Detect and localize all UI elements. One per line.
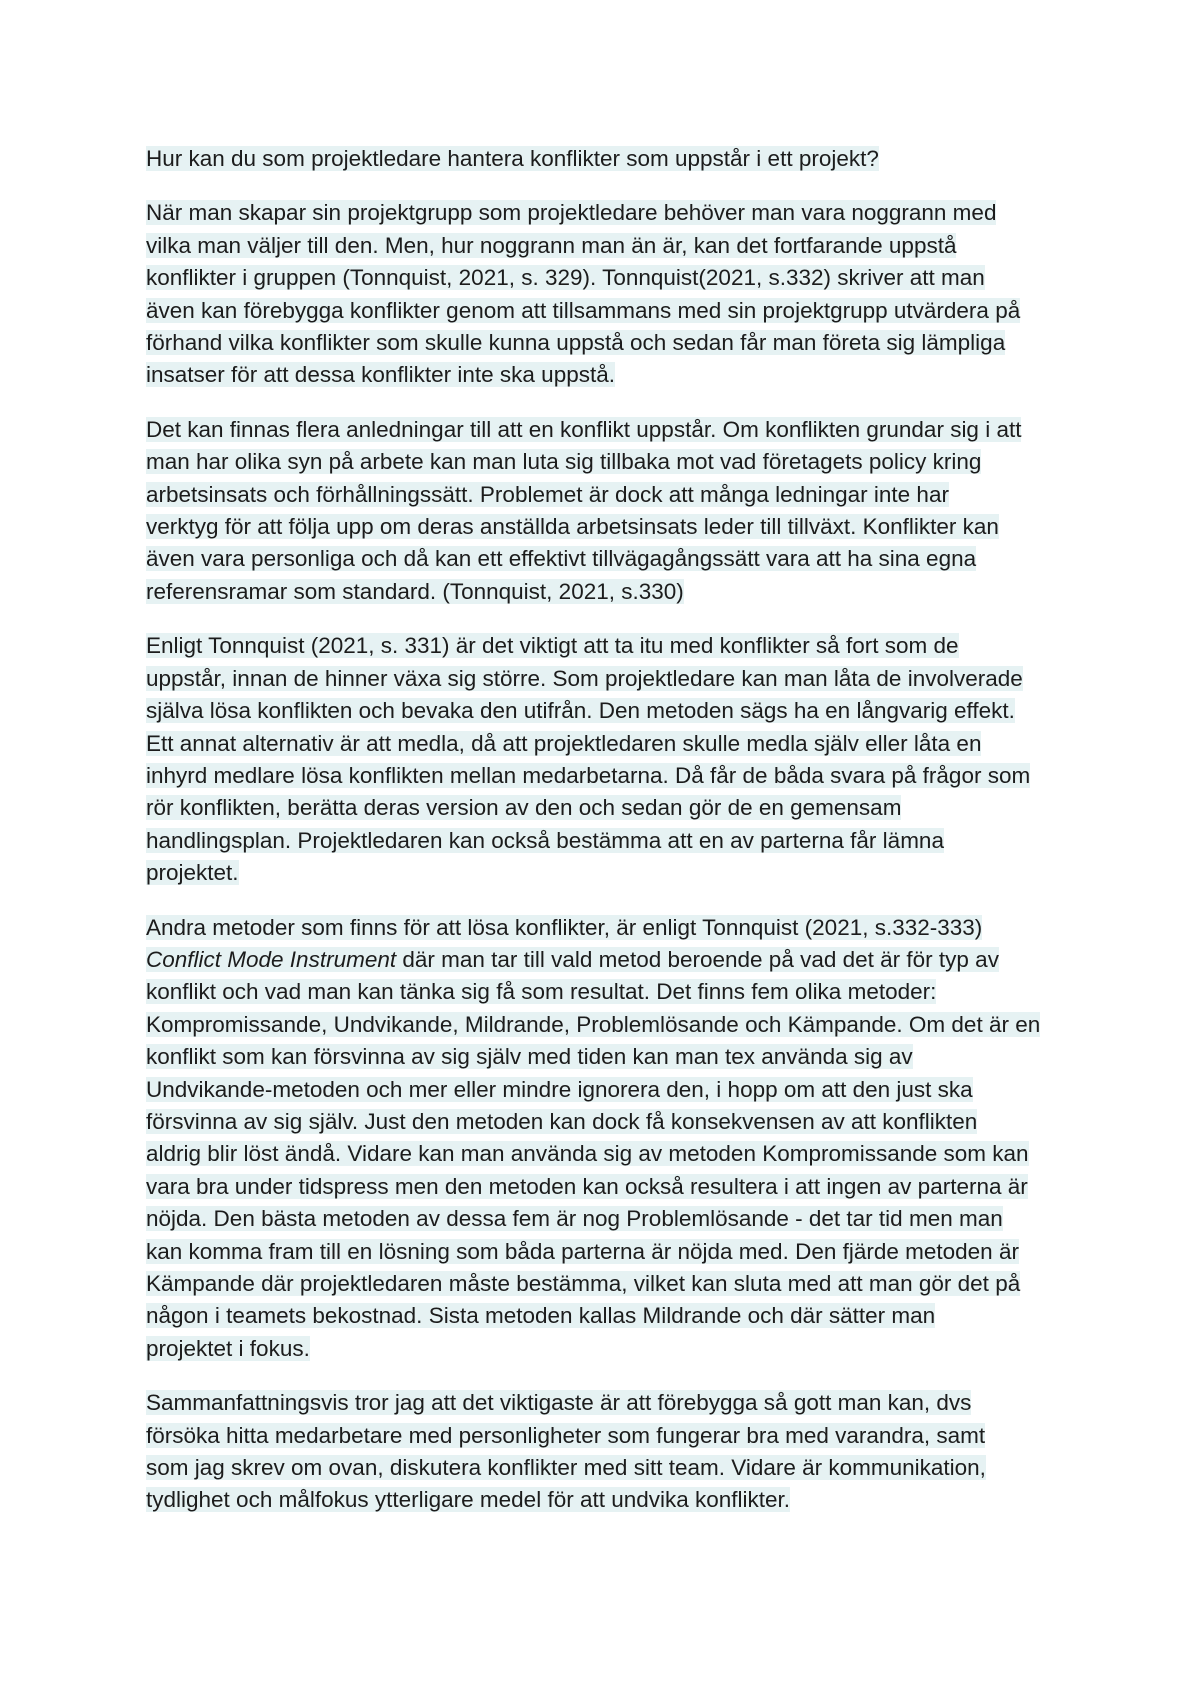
text-line: själva lösa konflikten och bevaka den utifrån. Den metoden sägs ha en långvarig effekt. bbox=[146, 698, 1015, 724]
text-line: Enligt Tonnquist (2021, s. 331) är det viktigt att ta itu med konflikter så fort som de bbox=[146, 633, 959, 659]
text-line: insatser för att dessa konflikter inte ska uppstå. bbox=[146, 362, 615, 388]
text-line: konflikt och vad man kan tänka sig få som resultat. Det finns fem olika metoder: bbox=[146, 979, 937, 1005]
text-line: aldrig blir löst ändå. Vidare kan man använda sig av metoden Kompromissande som kan bbox=[146, 1141, 1029, 1167]
text-line: konflikt som kan försvinna av sig själv med tiden kan man tex använda sig av bbox=[146, 1044, 913, 1070]
text-line: projektet i fokus. bbox=[146, 1335, 310, 1361]
text-line: som jag skrev om ovan, diskutera konflikter med sitt team. Vidare är kommunikation, bbox=[146, 1455, 986, 1481]
question-text: Hur kan du som projektledare hantera konflikter som uppstår i ett projekt? bbox=[146, 146, 879, 171]
text-line: försöka hitta medarbetare med personligheter som fungerar bra med varandra, samt bbox=[146, 1422, 986, 1448]
text-line: Conflict Mode Instrument där man tar till vald metod beroende på vad det är för typ av bbox=[146, 946, 999, 972]
body-paragraph bbox=[146, 414, 1066, 608]
text-line: Andra metoder som finns för att lösa konflikter, är enligt Tonnquist (2021, s.332-333) bbox=[146, 914, 983, 940]
text-line: man har olika syn på arbete kan man luta sig tillbaka mot vad företagets policy kring bbox=[146, 449, 982, 475]
text-line: Det kan finnas flera anledningar till att en konflikt uppstår. Om konflikten grundar sig i att bbox=[146, 416, 1022, 442]
text-line: referensramar som standard. (Tonnquist, 2021, s.330) bbox=[146, 578, 684, 604]
body-paragraph bbox=[146, 197, 1066, 391]
text-line: tydlighet och målfokus ytterligare medel för att undvika konflikter. bbox=[146, 1487, 791, 1513]
text-line: även kan förebygga konflikter genom att tillsammans med sin projektgrupp utvärdera på bbox=[146, 297, 1021, 323]
text-line: konflikter i gruppen (Tonnquist, 2021, s. 329). Tonnquist(2021, s.332) skriver att man bbox=[146, 265, 985, 291]
text-line: Ett annat alternativ är att medla, då att projektledaren skulle medla själv eller låta en bbox=[146, 730, 982, 756]
text-line: När man skapar sin projektgrupp som projektledare behöver man vara noggrann med bbox=[146, 200, 997, 226]
document-page bbox=[146, 143, 1066, 1539]
text-line: Undvikande-metoden och mer eller mindre ignorera den, i hopp om att den just ska bbox=[146, 1076, 973, 1102]
question-heading bbox=[146, 143, 1066, 175]
text-line: förhand vilka konflikter som skulle kunna uppstå och sedan får man företa sig lämpliga bbox=[146, 330, 1006, 356]
text-line: Kämpande där projektledaren måste bestämma, vilket kan sluta med att man gör det på bbox=[146, 1271, 1021, 1296]
text-line: vara bra under tidspress men den metoden kan också resultera i att ingen av parterna är bbox=[146, 1173, 1028, 1199]
body-paragraph bbox=[146, 912, 1066, 1366]
document-body bbox=[146, 197, 1066, 1516]
text-line: Sammanfattningsvis tror jag att det viktigaste är att förebygga så gott man kan, dvs bbox=[146, 1390, 972, 1416]
text-line: handlingsplan. Projektledaren kan också bestämma att en av parterna får lämna bbox=[146, 827, 944, 853]
text-line: verktyg för att följa upp om deras anställda arbetsinsats leder till tillväxt. Konflikter kan bbox=[146, 514, 999, 540]
text-line: Kompromissande, Undvikande, Mildrande, Problemlösande och Kämpande. Om det är en bbox=[146, 1011, 1041, 1037]
body-paragraph bbox=[146, 630, 1066, 889]
text-line: arbetsinsats och förhållningssätt. Problemet är dock att många ledningar inte har bbox=[146, 481, 949, 507]
italic-term: Conflict Mode Instrument bbox=[146, 946, 397, 972]
text-line: rör konflikten, berätta deras version av den och sedan gör de en gemensam bbox=[146, 795, 902, 821]
text-line: försvinna av sig själv. Just den metoden kan dock få konsekvensen av att konflikten bbox=[146, 1108, 978, 1134]
text-line: inhyrd medlare lösa konflikten mellan medarbetarna. Då får de båda svara på frågor som bbox=[146, 762, 1031, 788]
text-line: uppstår, innan de hinner växa sig större. Som projektledare kan man låta de involverade bbox=[146, 665, 1023, 691]
text-line: projektet. bbox=[146, 860, 239, 886]
text-line: nöjda. Den bästa metoden av dessa fem är nog Problemlösande - det tar tid men man bbox=[146, 1206, 1003, 1232]
text-line: kan komma fram till en lösning som båda parterna är nöjda med. Den fjärde metoden är bbox=[146, 1238, 1019, 1264]
text-line: vilka man väljer till den. Men, hur noggrann man än är, kan det fortfarande uppstå bbox=[146, 232, 957, 258]
text-line: även vara personliga och då kan ett effektivt tillvägagångssätt vara att ha sina egna bbox=[146, 546, 977, 572]
body-paragraph bbox=[146, 1387, 1066, 1517]
text-line: någon i teamets bekostnad. Sista metoden kallas Mildrande och där sätter man bbox=[146, 1303, 936, 1329]
